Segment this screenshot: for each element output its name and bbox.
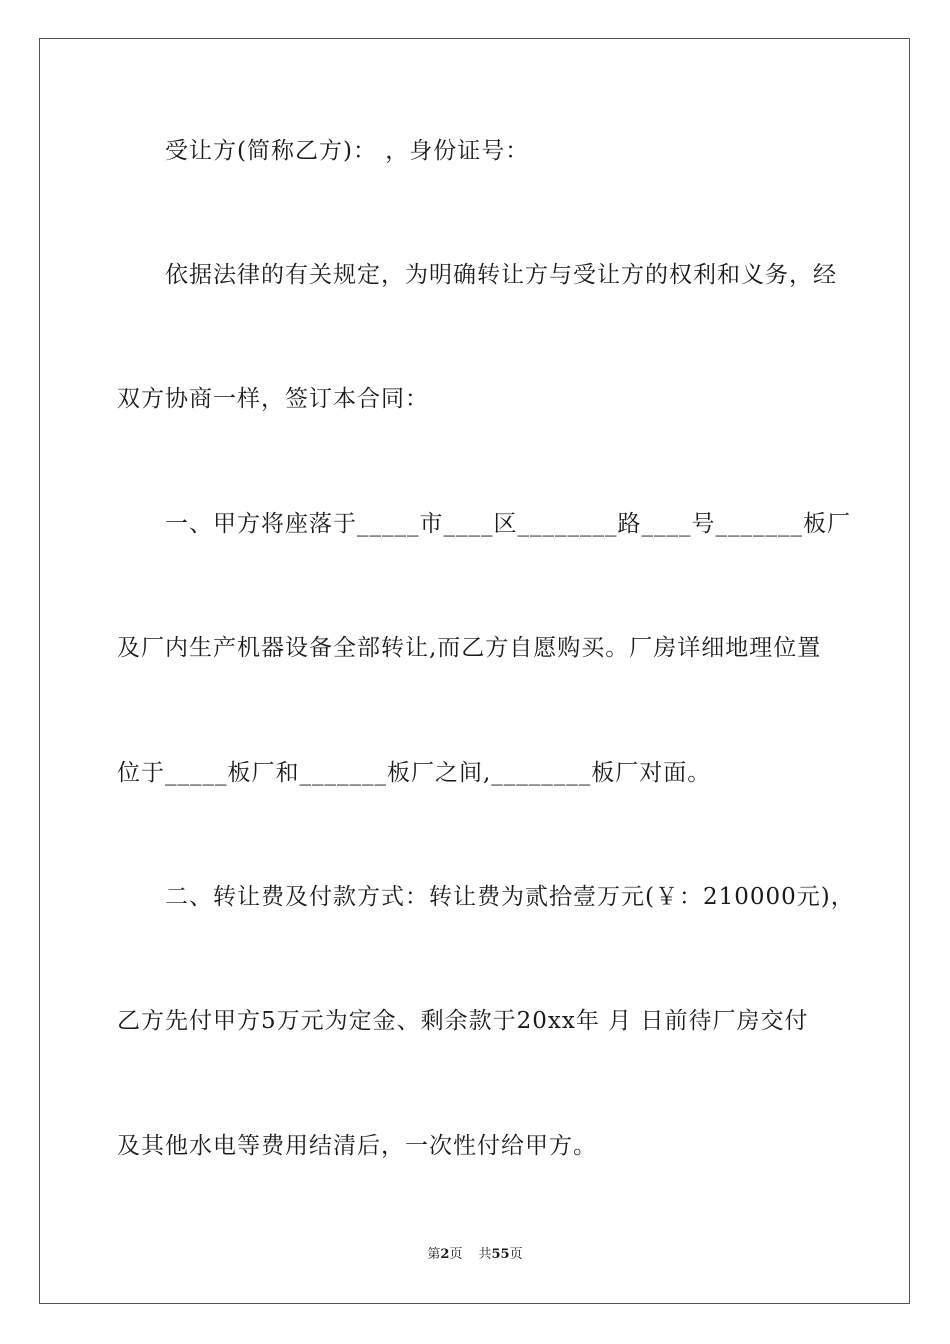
paragraph-line: 一、甲方将座落于_____市____区________路____号_______板厂 xyxy=(165,511,851,537)
paragraph-line: 乙方先付甲方5万元为定金、剩余款于20xx年 月 日前待厂房交付 xyxy=(117,1008,809,1034)
paragraph-line: 二、转让费及付款方式：转让费为贰拾壹万元(￥：210000元)， xyxy=(165,884,855,910)
page-number: 2 xyxy=(440,1247,450,1262)
paragraph-line: 双方协商一样，签订本合同： xyxy=(117,386,429,412)
total-suffix: 页 xyxy=(509,1247,523,1262)
page-prefix: 第 xyxy=(427,1247,441,1262)
paragraph-line: 受让方(简称乙方)： ，身份证号： xyxy=(165,138,530,164)
page-suffix: 页 xyxy=(449,1247,463,1262)
paragraph-line: 及厂内生产机器设备全部转让,而乙方自愿购买。厂房详细地理位置 xyxy=(117,635,822,661)
paragraph-line: 依据法律的有关规定，为明确转让方与受让方的权利和义务，经 xyxy=(165,262,837,288)
total-pages: 55 xyxy=(491,1247,510,1262)
page-footer xyxy=(0,1246,950,1264)
total-prefix: 共 xyxy=(478,1247,492,1262)
paragraph-line: 及其他水电等费用结清后，一次性付给甲方。 xyxy=(117,1133,597,1159)
page-border xyxy=(39,38,910,1304)
paragraph-line: 位于_____板厂和_______板厂之间,________板厂对面。 xyxy=(117,760,712,786)
